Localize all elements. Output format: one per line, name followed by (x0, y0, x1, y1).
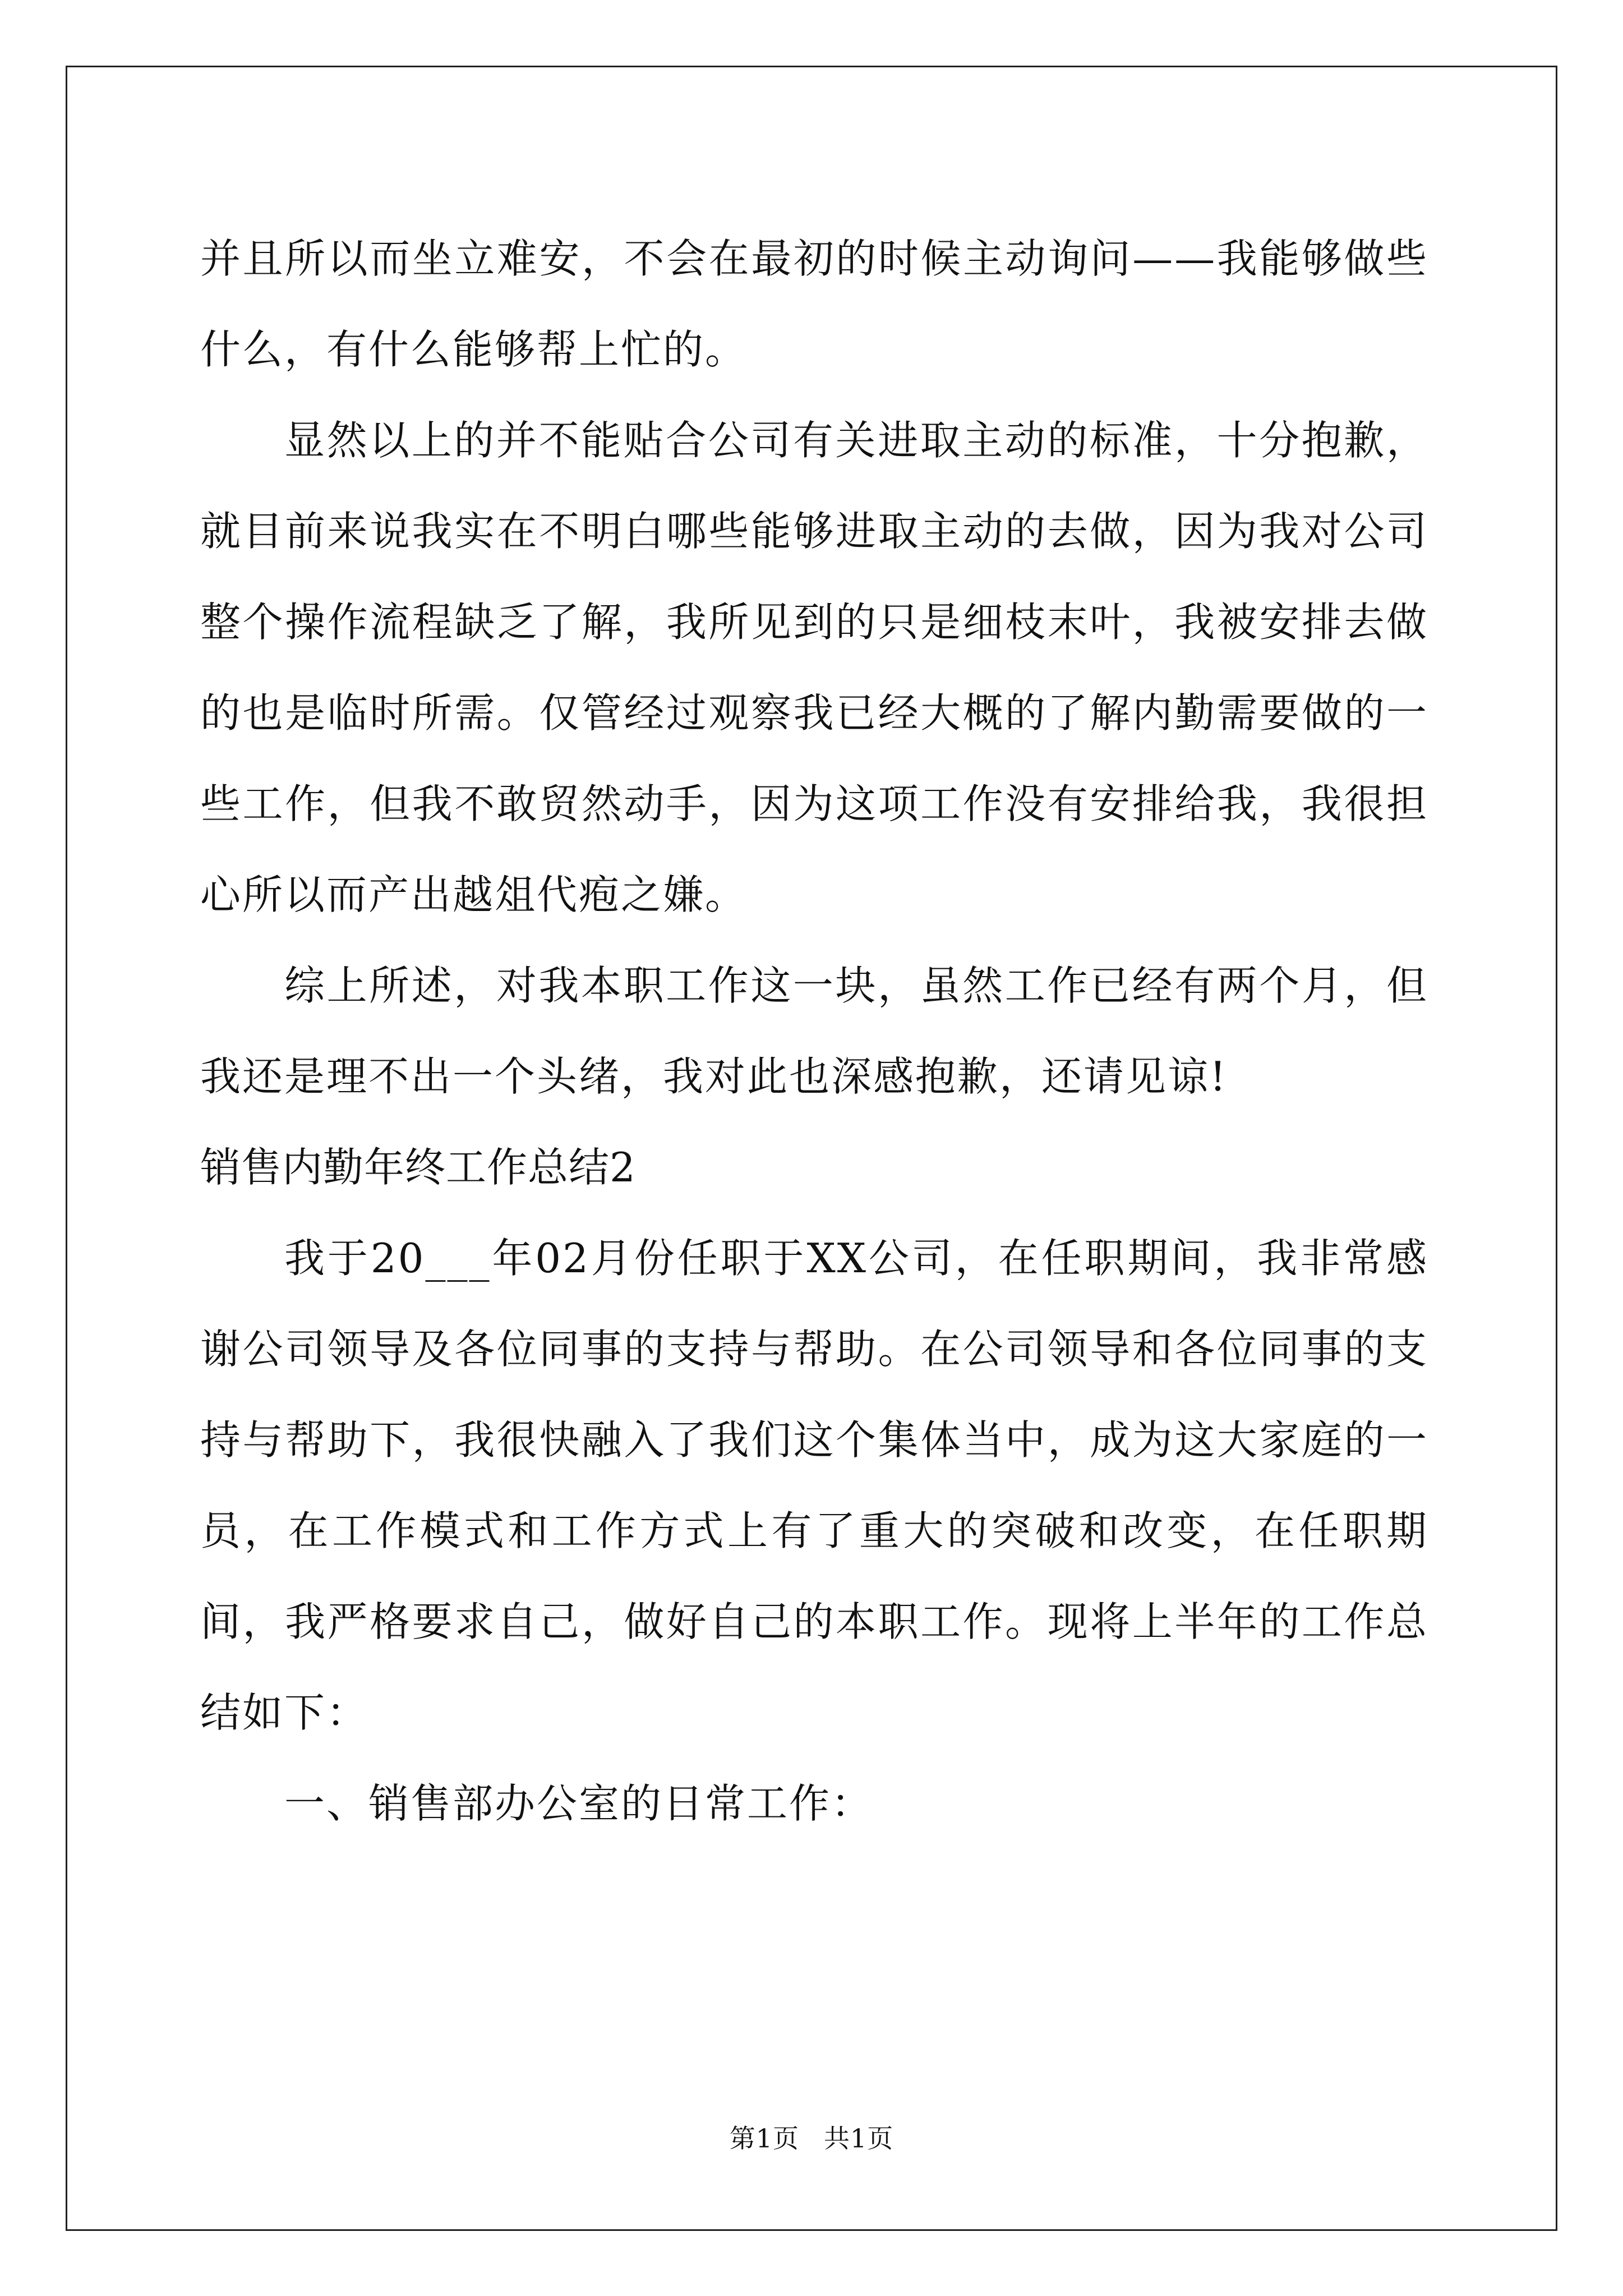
list-heading-daily-work: 一、销售部办公室的日常工作： (284, 1780, 874, 1827)
page-footer (0, 2122, 1623, 2155)
paragraph-apology: 显然以上的并不能贴合公司有关进取主动的标准，十分抱歉，就目前来说我实在不明白哪些能够进取主动的去做，因为我对公司整个操作流程缺乏了解，我所见到的只是细枝末叶，我被安排去做的也是临时所需。仅管经过观察我已经大概的了解内勤需要做的一些工作，但我不敢贸然动手，因为这项工作没有安排给我，我很担心所以而产出越俎代疱之嫌。 (200, 417, 1428, 918)
paragraph-intro: 我于20___年02月份任职于XX公司，在任职期间，我非常感谢公司领导及各位同事的支持与帮助。在公司领导和各位同事的支持与帮助下，我很快融入了我们这个集体当中，成为这大家庭的一员，在工作模式和工作方式上有了重大的突破和改变，在任职期间，我严格要求自己，做好自己的本职工作。现将上半年的工作总结如下： (200, 1235, 1428, 1736)
document-body (200, 213, 1428, 1849)
paragraph-summary: 综上所述，对我本职工作这一块，虽然工作已经有两个月，但我还是理不出一个头绪，我对此也深感抱歉，还请见谅! (200, 962, 1428, 1100)
page-number-current: 第1页 (729, 2123, 799, 2154)
page-number-total: 共1页 (824, 2123, 894, 2154)
paragraph-continuation: 并且所以而坐立难安，不会在最初的时候主动询问——我能够做些什么，有什么能够帮上忙的。 (200, 235, 1428, 373)
section-heading: 销售内勤年终工作总结2 (200, 1144, 636, 1191)
